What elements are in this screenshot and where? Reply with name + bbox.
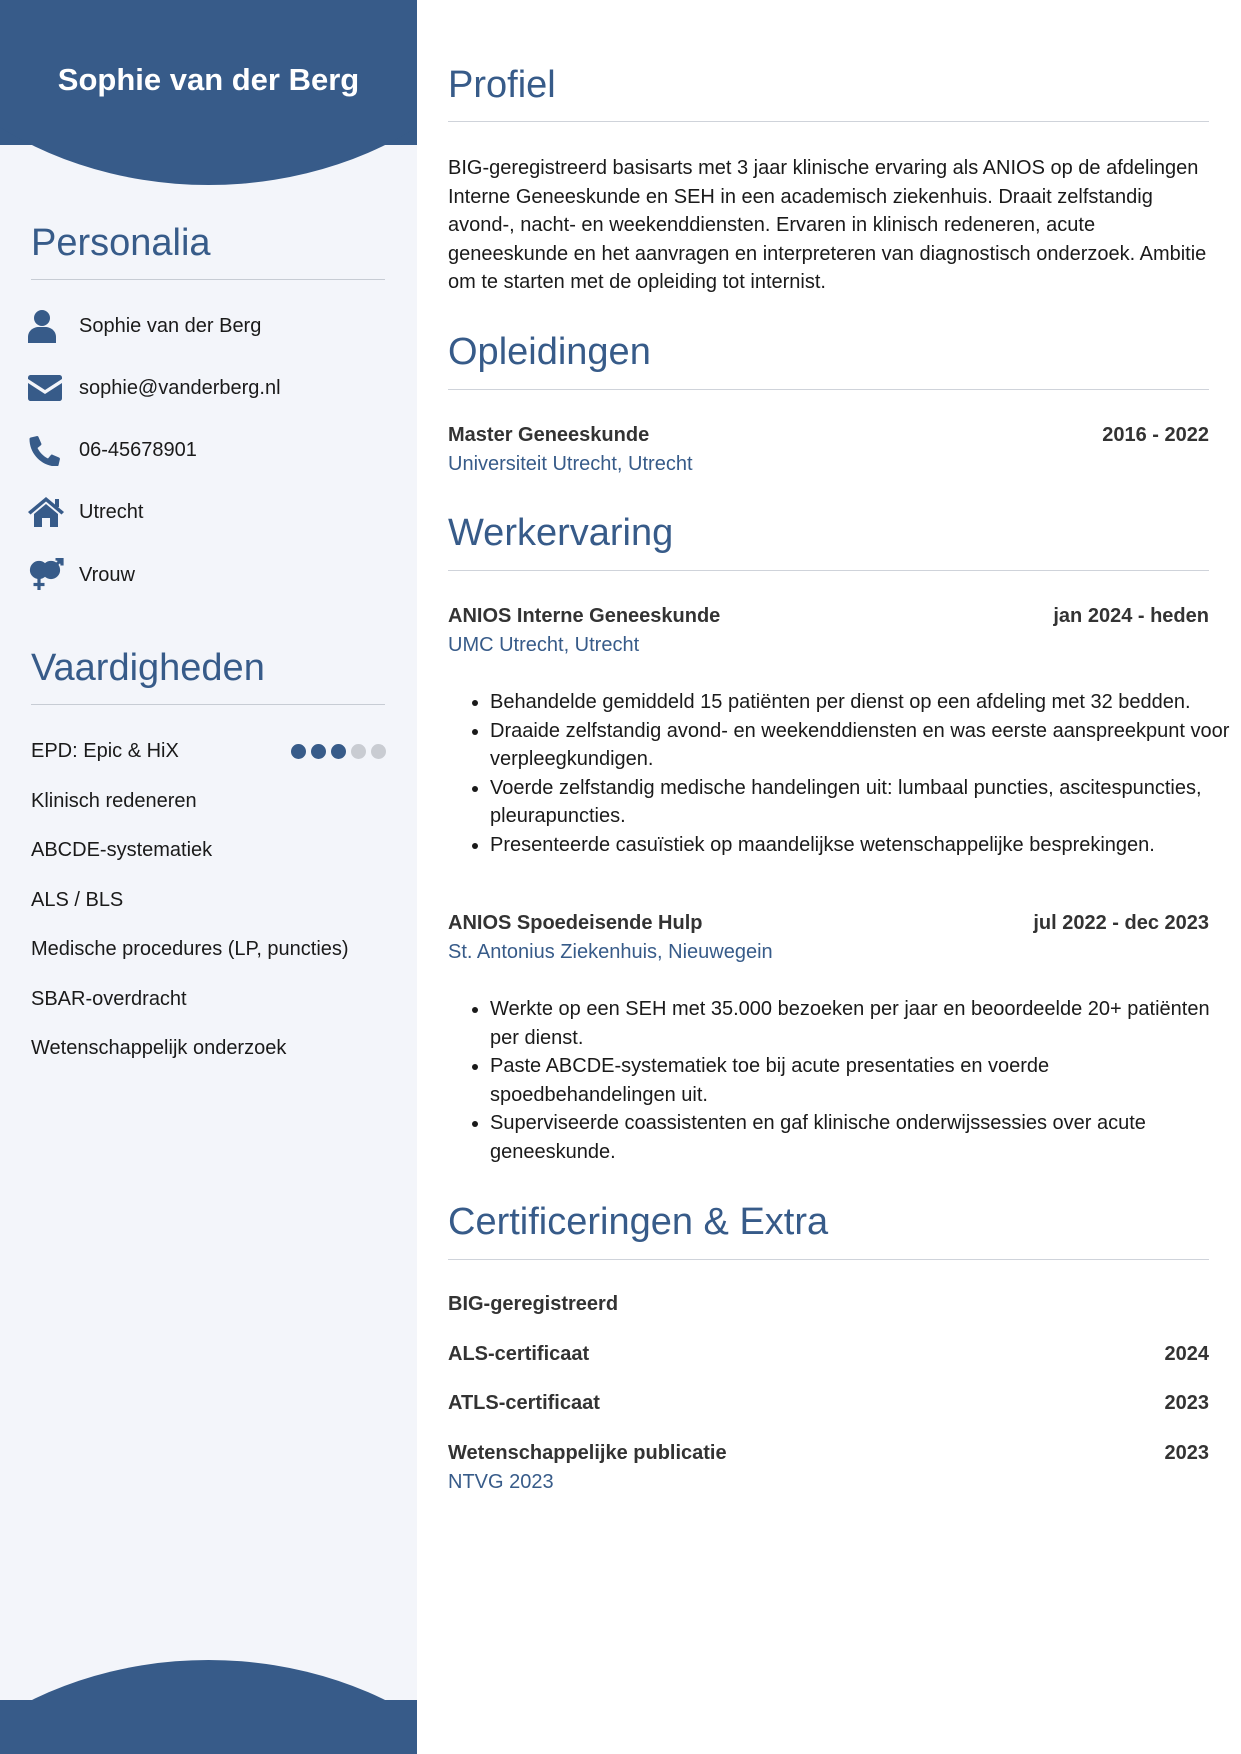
job-period: jan 2024 - heden <box>1053 605 1209 627</box>
rating-dot-empty <box>351 744 366 759</box>
certifications-divider <box>448 1259 1209 1260</box>
rating-dot-filled <box>331 744 346 759</box>
sidebar <box>0 0 417 1754</box>
rating-dot-filled <box>311 744 326 759</box>
skill-item <box>31 886 386 914</box>
profile-text: BIG-geregistreerd basisarts met 3 jaar klinische ervaring als ANIOS op de afdelingen Interne Geneeskunde en SEH in een academisch ziekenhuis. Draait zelfstandig avond-, nacht- en weekenddiensten. Ervaren in klinisch redeneren, acute geneeskunde en het aanvragen en interpreteren van diagnostisch onderzoek. Ambitie om te starten met de opleiding tot internist. <box>448 157 1207 293</box>
skill-item <box>31 737 386 765</box>
skill-label: EPD: Epic & HiX <box>31 739 179 762</box>
certification-year: 2023 <box>1164 1442 1209 1464</box>
certification-entry <box>448 1293 1209 1316</box>
certification-name: BIG-geregistreerd <box>448 1293 619 1315</box>
skill-label: Medische procedures (LP, puncties) <box>31 937 349 960</box>
job-bullet: • Behandelde gemiddeld 15 patiënten per dienst op een afdeling met 32 bedden. <box>490 688 1230 717</box>
experience-divider <box>448 570 1209 571</box>
certification-name: ALS-certificaat <box>448 1343 590 1365</box>
job-bullet: • Presenteerde casuïstiek op maandelijkse wetenschappelijke besprekingen. <box>490 831 1230 860</box>
job-entry-header <box>448 605 1209 628</box>
job-bullets <box>448 995 1230 1166</box>
certifications-title: Certificeringen & Extra <box>448 1201 829 1243</box>
contact-name-text: Sophie van der Berg <box>79 314 262 337</box>
phone-icon <box>28 432 66 468</box>
skill-item <box>31 836 386 864</box>
certification-detail: NTVG 2023 <box>448 1471 554 1493</box>
skill-item <box>31 787 386 815</box>
rating-dot-filled <box>291 744 306 759</box>
job-bullet: • Superviseerde coassistenten en gaf klinische onderwijssessies over acute geneeskunde. <box>490 1109 1230 1166</box>
certification-entry <box>448 1442 1209 1465</box>
skill-item <box>31 1034 386 1062</box>
skill-label: Klinisch redeneren <box>31 789 197 812</box>
gender-icon <box>28 557 66 593</box>
job-bullet: • Voerde zelfstandig medische handelingen uit: lumbaal puncties, ascitespuncties, pleurapuncties. <box>490 774 1230 831</box>
job-role: ANIOS Interne Geneeskunde <box>448 605 721 627</box>
job-bullet: • Paste ABCDE-systematiek toe bij acute presentaties en voerde spoedbehandelingen uit. <box>490 1052 1230 1109</box>
skill-rating <box>291 744 386 759</box>
user-icon <box>28 308 66 344</box>
contact-phone[interactable] <box>28 432 197 468</box>
certification-entry <box>448 1392 1209 1415</box>
contact-name <box>28 308 261 344</box>
candidate-name: Sophie van der Berg <box>57 62 360 97</box>
contact-gender <box>28 557 135 593</box>
education-title: Opleidingen <box>448 331 651 373</box>
contact-email[interactable] <box>28 370 281 406</box>
personalia-title: Personalia <box>31 222 211 264</box>
skills-title: Vaardigheden <box>31 647 265 689</box>
skill-item <box>31 985 386 1013</box>
job-entry-header <box>448 912 1209 935</box>
profile-title: Profiel <box>448 64 556 106</box>
skill-item <box>31 935 386 963</box>
envelope-icon <box>28 370 66 406</box>
contact-email-text: sophie@vanderberg.nl <box>79 376 281 399</box>
skill-label: Wetenschappelijk onderzoek <box>31 1036 287 1059</box>
job-employer: St. Antonius Ziekenhuis, Nieuwegein <box>448 941 773 963</box>
experience-title: Werkervaring <box>448 512 674 554</box>
skills-divider <box>31 704 385 705</box>
job-bullet: • Draaide zelfstandig avond- en weekenddiensten en was eerste aanspreekpunt voor verpleegkundigen. <box>490 717 1230 774</box>
job-bullet: • Werkte op een SEH met 35.000 bezoeken per jaar en beoordeelde 20+ patiënten per dienst. <box>490 995 1230 1052</box>
personalia-divider <box>31 279 385 280</box>
sidebar-footer-band <box>0 1700 417 1754</box>
job-role: ANIOS Spoedeisende Hulp <box>448 912 703 934</box>
education-degree: Master Geneeskunde <box>448 424 650 446</box>
education-divider <box>448 389 1209 390</box>
education-period: 2016 - 2022 <box>1102 424 1209 446</box>
certification-name: ATLS-certificaat <box>448 1392 600 1414</box>
certification-name: Wetenschappelijke publicatie <box>448 1442 727 1464</box>
skill-label: SBAR-overdracht <box>31 987 187 1010</box>
job-bullets <box>448 688 1230 859</box>
profile-divider <box>448 121 1209 122</box>
rating-dot-empty <box>371 744 386 759</box>
certification-year: 2024 <box>1164 1343 1209 1365</box>
education-institution: Universiteit Utrecht, Utrecht <box>448 453 693 475</box>
contact-gender-text: Vrouw <box>79 563 135 586</box>
contact-phone-text: 06-45678901 <box>79 438 197 461</box>
certification-entry <box>448 1343 1209 1366</box>
job-employer: UMC Utrecht, Utrecht <box>448 634 640 656</box>
skill-label: ALS / BLS <box>31 888 124 911</box>
certification-year: 2023 <box>1164 1392 1209 1414</box>
home-icon <box>28 494 66 530</box>
contact-city <box>28 494 143 530</box>
job-period: jul 2022 - dec 2023 <box>1033 912 1209 934</box>
education-entry-header <box>448 424 1209 447</box>
skill-label: ABCDE-systematiek <box>31 838 213 861</box>
contact-city-text: Utrecht <box>79 500 144 523</box>
